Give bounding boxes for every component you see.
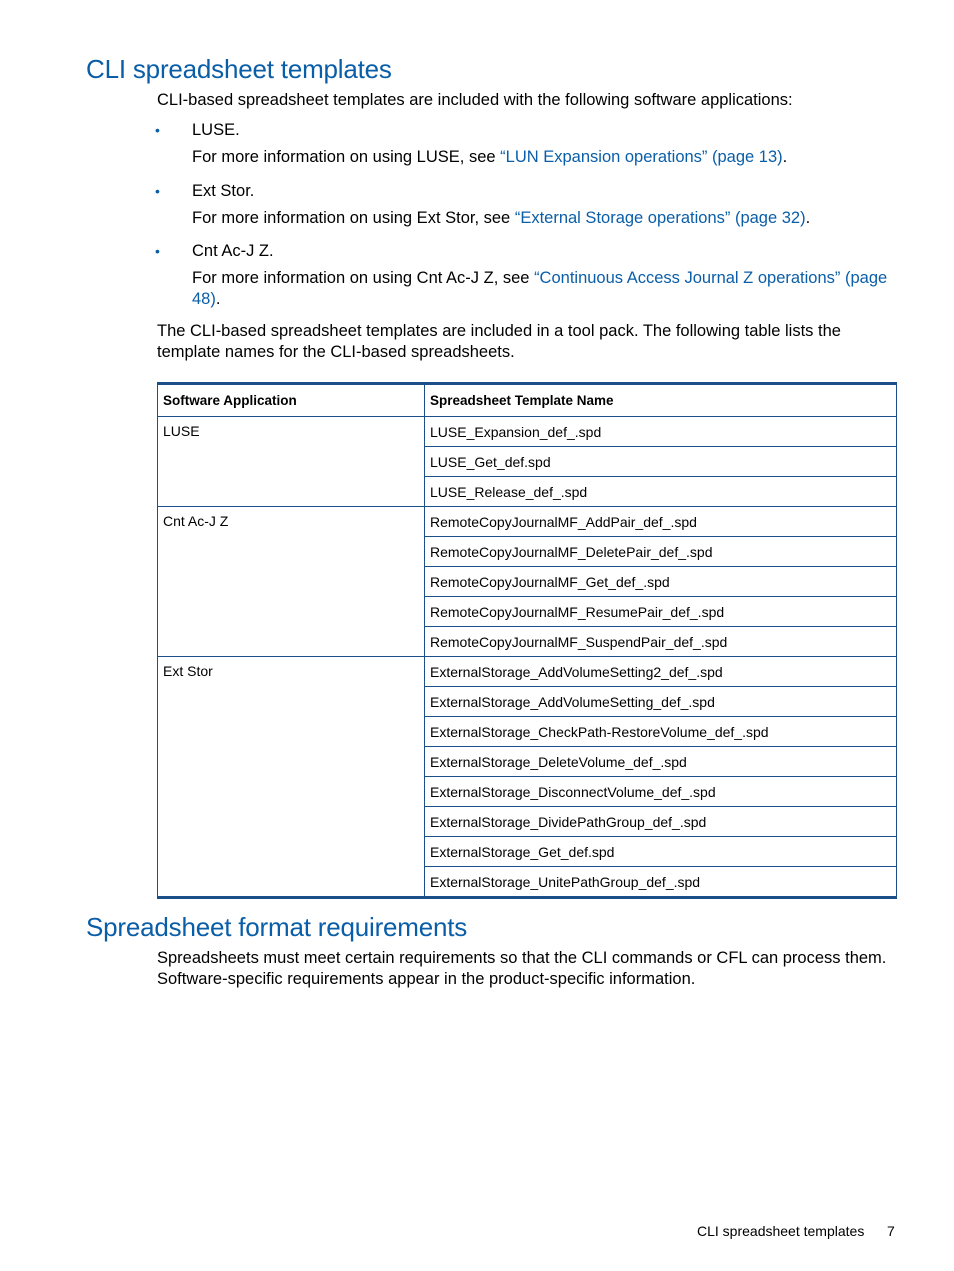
bullet-label-cnt-acj-z: Cnt Ac-J Z. (192, 242, 274, 260)
template-cell: RemoteCopyJournalMF_Get_def_.spd (425, 567, 897, 597)
templates-table (157, 382, 897, 899)
template-cell: RemoteCopyJournalMF_ResumePair_def_.spd (425, 597, 897, 627)
column-header-template: Spreadsheet Template Name (425, 384, 897, 417)
link-continuous-access[interactable]: “Continuous Access Journal Z operations” (page 48) (192, 269, 888, 308)
table-row (158, 507, 897, 537)
bullet-icon: • (155, 243, 160, 259)
table-intro-paragraph: The CLI-based spreadsheet templates are included in a tool pack. The following table lists the template names for the CLI-based spreadsheets. (157, 322, 841, 361)
intro-paragraph: CLI-based spreadsheet templates are included with the following software applications: (157, 91, 793, 109)
bullet-icon: • (155, 122, 160, 138)
template-cell: ExternalStorage_UnitePathGroup_def_.spd (425, 867, 897, 898)
section-title-cli-templates: CLI spreadsheet templates (86, 54, 392, 84)
link-lun-expansion[interactable]: “LUN Expansion operations” (page 13) (500, 148, 783, 166)
template-cell: ExternalStorage_AddVolumeSetting_def_.spd (425, 687, 897, 717)
footer-page-number: 7 (887, 1223, 895, 1239)
more-suffix: . (782, 148, 788, 166)
template-cell: ExternalStorage_Get_def.spd (425, 837, 897, 867)
format-requirements-paragraph: Spreadsheets must meet certain requirements so that the CLI commands or CFL can process them. Software-specific requirements appear in the product-specific information. (157, 949, 887, 988)
table-row (158, 417, 897, 447)
bullet-more-luse (192, 147, 904, 168)
section-title-format-requirements: Spreadsheet format requirements (86, 912, 468, 942)
app-cell: LUSE (158, 417, 425, 507)
template-cell: LUSE_Release_def_.spd (425, 477, 897, 507)
more-text: For more information on using LUSE, see (192, 148, 501, 166)
more-text: For more information on using Ext Stor, see (192, 209, 515, 227)
bullet-label-ext-stor: Ext Stor. (192, 182, 255, 200)
column-header-application: Software Application (158, 384, 425, 417)
template-cell: ExternalStorage_AddVolumeSetting2_def_.spd (425, 657, 897, 687)
template-cell: ExternalStorage_DeleteVolume_def_.spd (425, 747, 897, 777)
bullet-icon: • (155, 183, 160, 199)
more-text: For more information on using Cnt Ac-J Z, see (192, 269, 535, 287)
bullet-more-cnt-acj-z (192, 268, 904, 310)
template-cell: RemoteCopyJournalMF_DeletePair_def_.spd (425, 537, 897, 567)
footer-section-title: CLI spreadsheet templates (697, 1223, 865, 1239)
app-cell: Ext Stor (158, 657, 425, 898)
table-row (158, 657, 897, 687)
template-cell: ExternalStorage_CheckPath-RestoreVolume_def_.spd (425, 717, 897, 747)
template-cell: RemoteCopyJournalMF_SuspendPair_def_.spd (425, 627, 897, 657)
more-suffix: . (805, 209, 811, 227)
template-cell: LUSE_Expansion_def_.spd (425, 417, 897, 447)
bullet-more-ext-stor (192, 208, 904, 229)
bullet-label-luse: LUSE. (192, 121, 240, 139)
link-external-storage[interactable]: “External Storage operations” (page 32) (514, 209, 806, 227)
more-suffix: . (215, 290, 221, 308)
table-header-row (158, 384, 897, 417)
app-cell: Cnt Ac-J Z (158, 507, 425, 657)
template-cell: ExternalStorage_DividePathGroup_def_.spd (425, 807, 897, 837)
template-cell: LUSE_Get_def.spd (425, 447, 897, 477)
template-cell: RemoteCopyJournalMF_AddPair_def_.spd (425, 507, 897, 537)
template-cell: ExternalStorage_DisconnectVolume_def_.spd (425, 777, 897, 807)
